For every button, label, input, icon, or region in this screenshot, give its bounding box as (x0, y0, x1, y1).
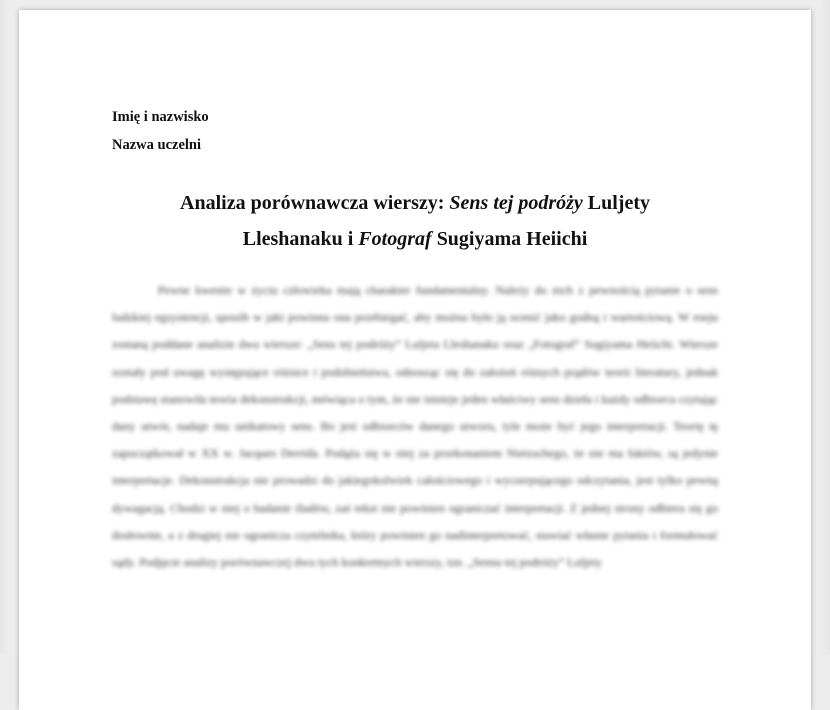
title-line2-em: Fotograf (358, 228, 432, 250)
university-name: Nazwa uczelni (112, 137, 201, 153)
title-line2-post: Sugiyama Heiichi (431, 228, 588, 250)
title-line-1 (19, 185, 811, 221)
title-line1-em: Sens tej podróży (449, 192, 583, 214)
author-block (112, 103, 209, 159)
author-name: Imię i nazwisko (112, 109, 209, 125)
title-line-2 (19, 221, 811, 257)
body-text (112, 277, 718, 576)
document-page (19, 10, 811, 710)
title-line1-post: Luljety (582, 192, 650, 214)
document-title (19, 185, 811, 257)
body-paragraph: Pewne kwestie w życiu człowieka mają charakter fundamentalny. Należy do nich z pewnością pytanie o sens ludzkiej egzystencji, sposób w jaki powinna ona przebiegać, aby można było ją ocenić jako godną i wartościową. W eseju zostaną poddane analizie dwa wiersze: „Sens tej podróży” Luljeta Lleshanaku oraz „Fotograf” Sugiyama Heiichi. Wiersze zostały pod uwagę występujące różnice i podobieństwa, odnosząc się do założeń różnych prądów teorii literatury, jednak podstawę stanowiła teoria dekonstrukcji, mówiąca o tym, że nie istnieje jeden właściwy sens dzieła i każdy odbiorca czytając dany utwór, nadaje mu unikatowy sens. Bo jest odbiorców danego utworu, tyle może być jego interpretacji. Teorię tę zapoczątkował w XX w. Jacques Derrida. Podąża się w niej za przekonaniem Nietzschego, że nie ma faktów, są jedynie interpretacje. Dekonstrukcja nie prowadzi do jakiegokolwiek całościowego i wyczerpującego odczytania, jest tylko pewną dywagacją. Chodzi w niej o badanie śladów, zaś tekst nie powinien ograniczać interpretacji. Z jednej strony odbiera się go dosłownie, a z drugiej nie ogranicza czytelnika, który powinien go nadinterpretować, stawiać własne pytania i formułować sądy. Podjęcie analizy porównawczej dwu tych konkretnych wierszy, tzn. „Sensu tej podróży” Luljety (112, 283, 718, 570)
title-line1-pre: Analiza porównawcza wierszy: (180, 192, 450, 214)
title-line2-pre: Lleshanaku i (242, 228, 359, 250)
